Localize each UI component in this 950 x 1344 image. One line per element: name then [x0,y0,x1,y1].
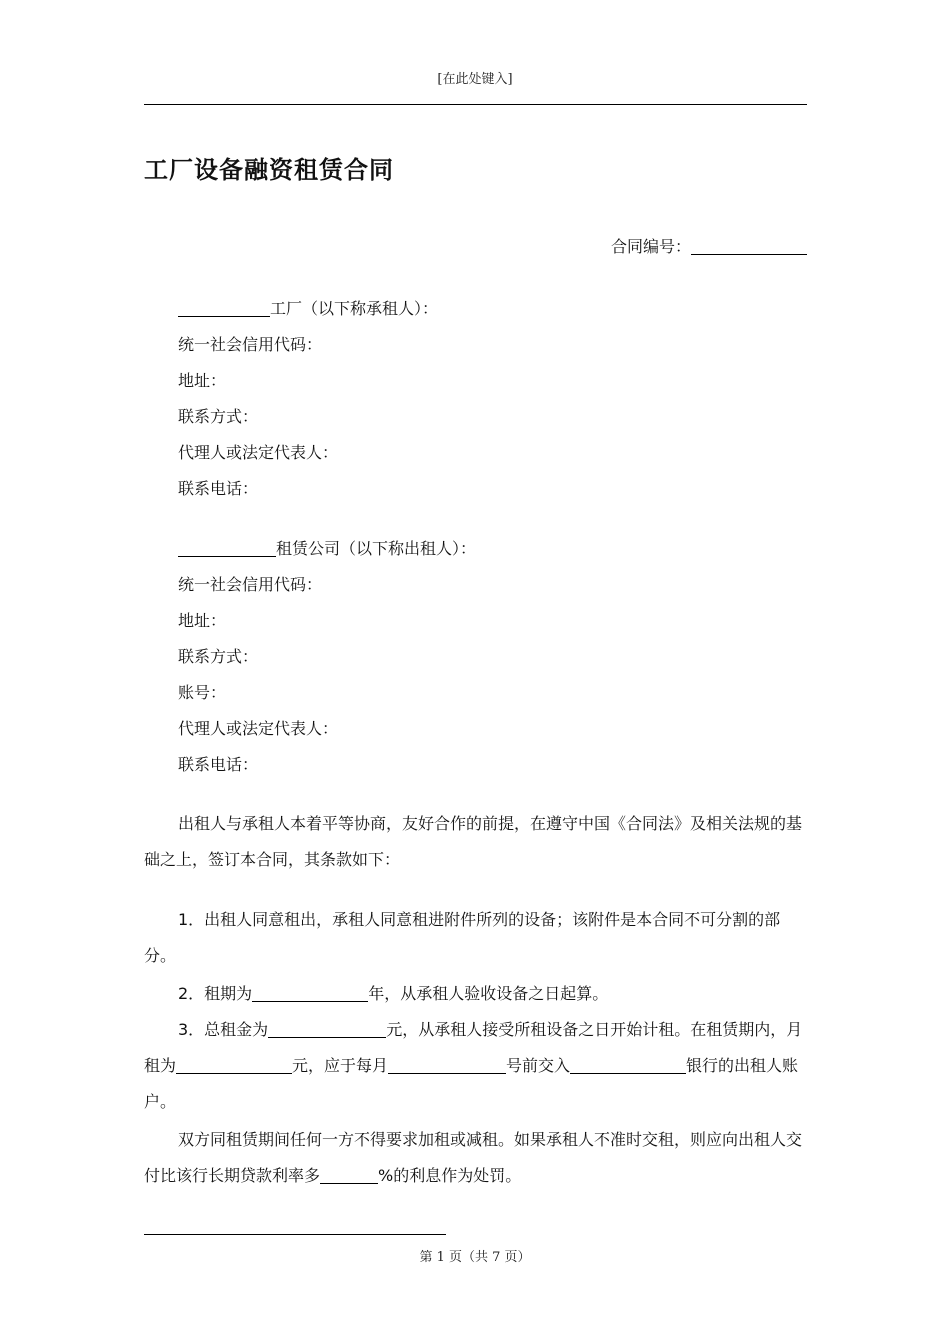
page-header: [在此处键入] [437,72,513,87]
document-title: 工厂设备融资租赁合同 [144,156,394,184]
lessor-field: 地址： [178,611,227,630]
clause-2-text-b: 年，从承租人验收设备之日起算。 [368,984,609,1003]
lessor-field: 代理人或法定代表人： [178,719,339,738]
lessee-field: 地址： [178,371,227,390]
lessor-heading-text: 租赁公司（以下称出租人）： [276,539,477,558]
lessee-heading-text: 工厂（以下称承租人）： [270,299,439,318]
lessee-heading [178,296,438,319]
clause-3-text-d: 号前交入 [506,1056,571,1075]
intro-paragraph: 出租人与承租人本着平等协商，友好合作的前提，在遵守中国《合同法》及相关法规的基础之上，签订本合同，其条款如下： [144,814,803,869]
clause-3 [144,1012,807,1120]
header-divider [144,104,807,105]
lessor-field: 联系方式： [178,647,259,666]
lessor-name-blank [178,540,276,557]
lease-term-blank [252,985,368,1002]
page-footer: 第 1 页（共 7 页） [419,1250,531,1265]
clause-4-text-b: %的利息作为处罚。 [378,1166,522,1185]
total-rent-blank [268,1021,386,1038]
clause-3-text-c: 元，应于每月 [292,1056,389,1075]
bank-name-blank [570,1057,686,1074]
lessee-field: 联系方式： [178,407,259,426]
contract-number [611,234,807,257]
lessee-name-blank [178,300,270,317]
due-day-blank [388,1057,506,1074]
monthly-rent-blank [176,1057,292,1074]
clause-2-text-a: 2．租期为 [178,984,253,1003]
clause-4 [144,1122,807,1194]
lessor-field: 统一社会信用代码： [178,575,323,594]
clause-1: 1．出租人同意租出，承租人同意租进附件所列的设备；该附件是本合同不可分割的部分。 [144,910,781,965]
contract-number-blank [691,238,807,255]
footnote-divider [144,1234,446,1235]
clause-3-text-e: 银行的出租人账户。 [144,1056,799,1111]
clause-3-text-a: 3．总租金为 [178,1020,269,1039]
penalty-rate-blank [320,1167,378,1184]
lessor-heading [178,536,476,559]
clause-3-text-b: 元，从承租人接受所租设备之日开始计租。在租赁期内，月租为 [144,1020,803,1075]
clause-2 [144,976,807,1012]
lessor-field: 联系电话： [178,755,259,774]
lessee-field: 联系电话： [178,479,259,498]
lessee-field: 代理人或法定代表人： [178,443,339,462]
lessee-field: 统一社会信用代码： [178,335,323,354]
contract-number-label: 合同编号： [610,237,691,256]
lessor-field: 账号： [178,683,227,702]
clause-4-text-a: 双方同租赁期间任何一方不得要求加租或减租。如果承租人不准时交租，则应向出租人交付比该行长期贷款利率多 [144,1130,803,1185]
